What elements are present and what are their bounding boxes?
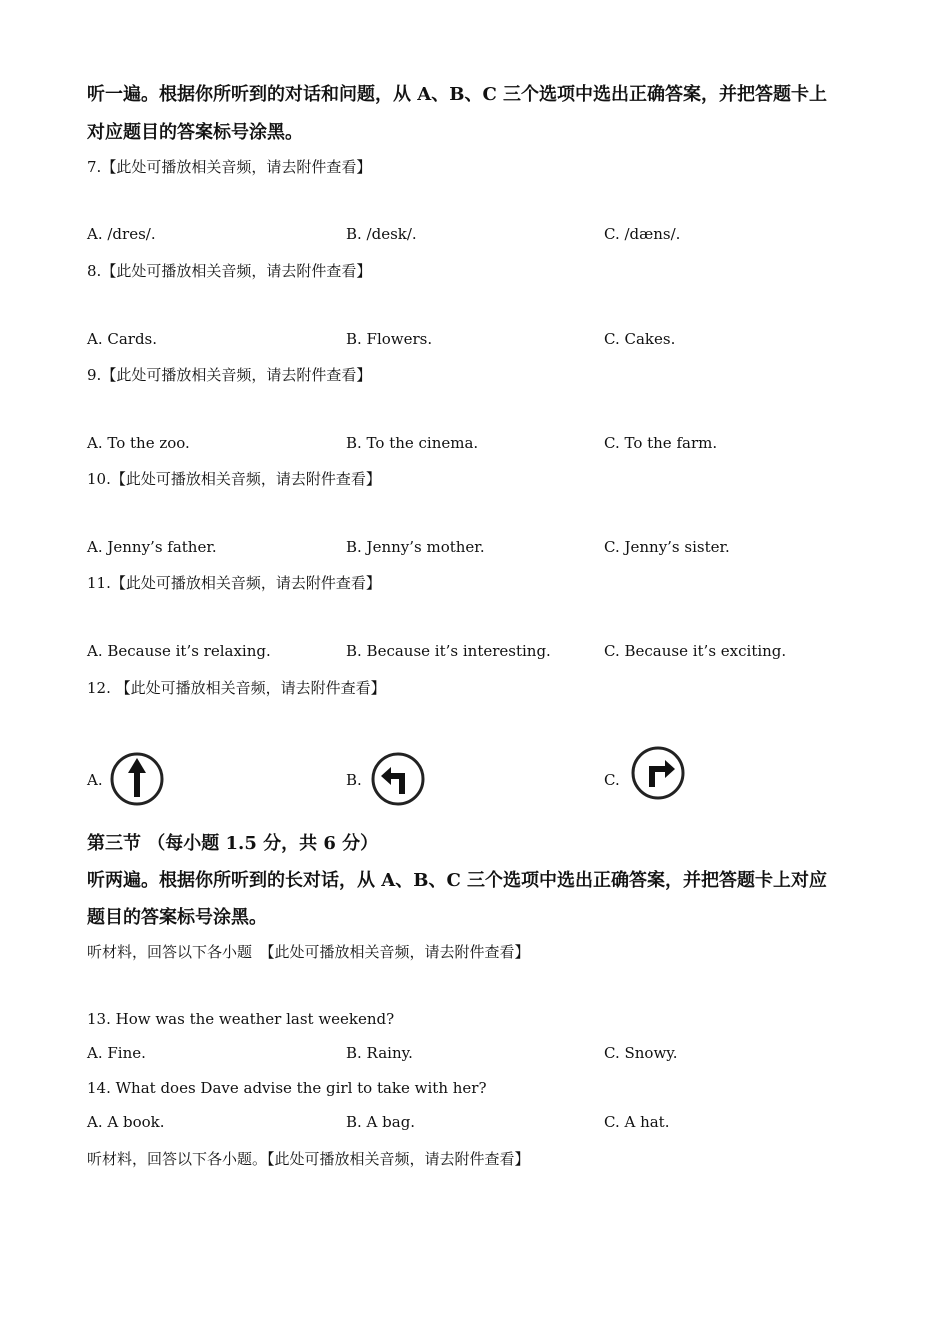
q9-option-a[interactable]: A. To the zoo. xyxy=(87,434,190,452)
section2-instruction-line1: 听一遍。根据你所听到的对话和问题，从 A、B、C 三个选项中选出正确答案，并把答题卡上 xyxy=(87,84,828,105)
audio-placeholder[interactable]: 【此处可播放相关音频，请去附件查看】 xyxy=(101,158,372,176)
q7-option-c[interactable]: C. /dæns/. xyxy=(604,225,681,243)
question-number: 7. xyxy=(87,158,102,176)
q9-option-c[interactable]: C. To the farm. xyxy=(604,434,718,452)
q8-option-a[interactable]: A. Cards. xyxy=(87,330,158,348)
q8-option-c[interactable]: C. Cakes. xyxy=(604,330,676,348)
q14-option-b[interactable]: B. A bag. xyxy=(346,1113,416,1131)
question-number: 12. xyxy=(87,679,111,697)
section3-instruction-line1: 听两遍。根据你所听到的长对话，从 A、B、C 三个选项中选出正确答案，并把答题卡上对应 xyxy=(87,870,828,891)
question-number: 8. xyxy=(87,262,102,280)
q12-option-b-label[interactable]: B. xyxy=(346,771,362,789)
question-number: 10. xyxy=(87,470,111,488)
q12-option-c-label[interactable]: C. xyxy=(604,771,620,789)
straight-arrow-sign-icon[interactable] xyxy=(109,751,165,807)
question-number: 11. xyxy=(87,574,111,592)
q12-option-a-label[interactable]: A. xyxy=(87,771,103,789)
q14-option-c[interactable]: C. A hat. xyxy=(604,1113,670,1131)
q13-option-c[interactable]: C. Snowy. xyxy=(604,1044,678,1062)
q13-option-a[interactable]: A. Fine. xyxy=(87,1044,146,1062)
question-12-prompt[interactable] xyxy=(87,677,386,698)
question-14-text: 14. What does Dave advise the girl to take with her? xyxy=(87,1079,487,1097)
q14-option-a[interactable]: A. A book. xyxy=(87,1113,165,1131)
q11-option-c[interactable]: C. Because it’s exciting. xyxy=(604,642,787,660)
turn-right-sign-icon[interactable] xyxy=(630,745,686,801)
question-7-prompt[interactable] xyxy=(87,156,371,177)
q7-option-a[interactable]: A. /dres/. xyxy=(87,225,156,243)
audio-placeholder[interactable]: 【此处可播放相关音频，请去附件查看】 xyxy=(101,262,372,280)
audio-placeholder[interactable]: 【此处可播放相关音频，请去附件查看】 xyxy=(115,679,386,697)
material-2-audio-prompt[interactable]: 听材料，回答以下各小题。【此处可播放相关音频，请去附件查看】 xyxy=(87,1150,530,1168)
audio-placeholder[interactable]: 【此处可播放相关音频，请去附件查看】 xyxy=(110,470,381,488)
q13-option-b[interactable]: B. Rainy. xyxy=(346,1044,413,1062)
question-10-prompt[interactable] xyxy=(87,468,381,489)
audio-placeholder[interactable]: 【此处可播放相关音频，请去附件查看】 xyxy=(110,574,381,592)
question-9-prompt[interactable] xyxy=(87,364,371,385)
section3-instruction-line2: 题目的答案标号涂黑。 xyxy=(87,907,267,928)
question-13-text: 13. How was the weather last weekend? xyxy=(87,1010,395,1028)
q8-option-b[interactable]: B. Flowers. xyxy=(346,330,433,348)
q7-option-b[interactable]: B. /desk/. xyxy=(346,225,417,243)
q11-option-b[interactable]: B. Because it’s interesting. xyxy=(346,642,551,660)
q9-option-b[interactable]: B. To the cinema. xyxy=(346,434,479,452)
q10-option-a[interactable]: A. Jenny’s father. xyxy=(87,538,217,556)
material-1-audio-prompt[interactable]: 听材料，回答以下各小题 【此处可播放相关音频，请去附件查看】 xyxy=(87,943,530,961)
question-8-prompt[interactable] xyxy=(87,260,371,281)
question-11-prompt[interactable] xyxy=(87,572,381,593)
q10-option-b[interactable]: B. Jenny’s mother. xyxy=(346,538,485,556)
q11-option-a[interactable]: A. Because it’s relaxing. xyxy=(87,642,271,660)
audio-placeholder[interactable]: 【此处可播放相关音频，请去附件查看】 xyxy=(101,366,372,384)
q10-option-c[interactable]: C. Jenny’s sister. xyxy=(604,538,730,556)
section3-title: 第三节 （每小题 1.5 分，共 6 分） xyxy=(87,833,379,854)
section2-instruction-line2: 对应题目的答案标号涂黑。 xyxy=(87,122,303,143)
question-number: 9. xyxy=(87,366,102,384)
turn-left-sign-icon[interactable] xyxy=(370,751,426,807)
